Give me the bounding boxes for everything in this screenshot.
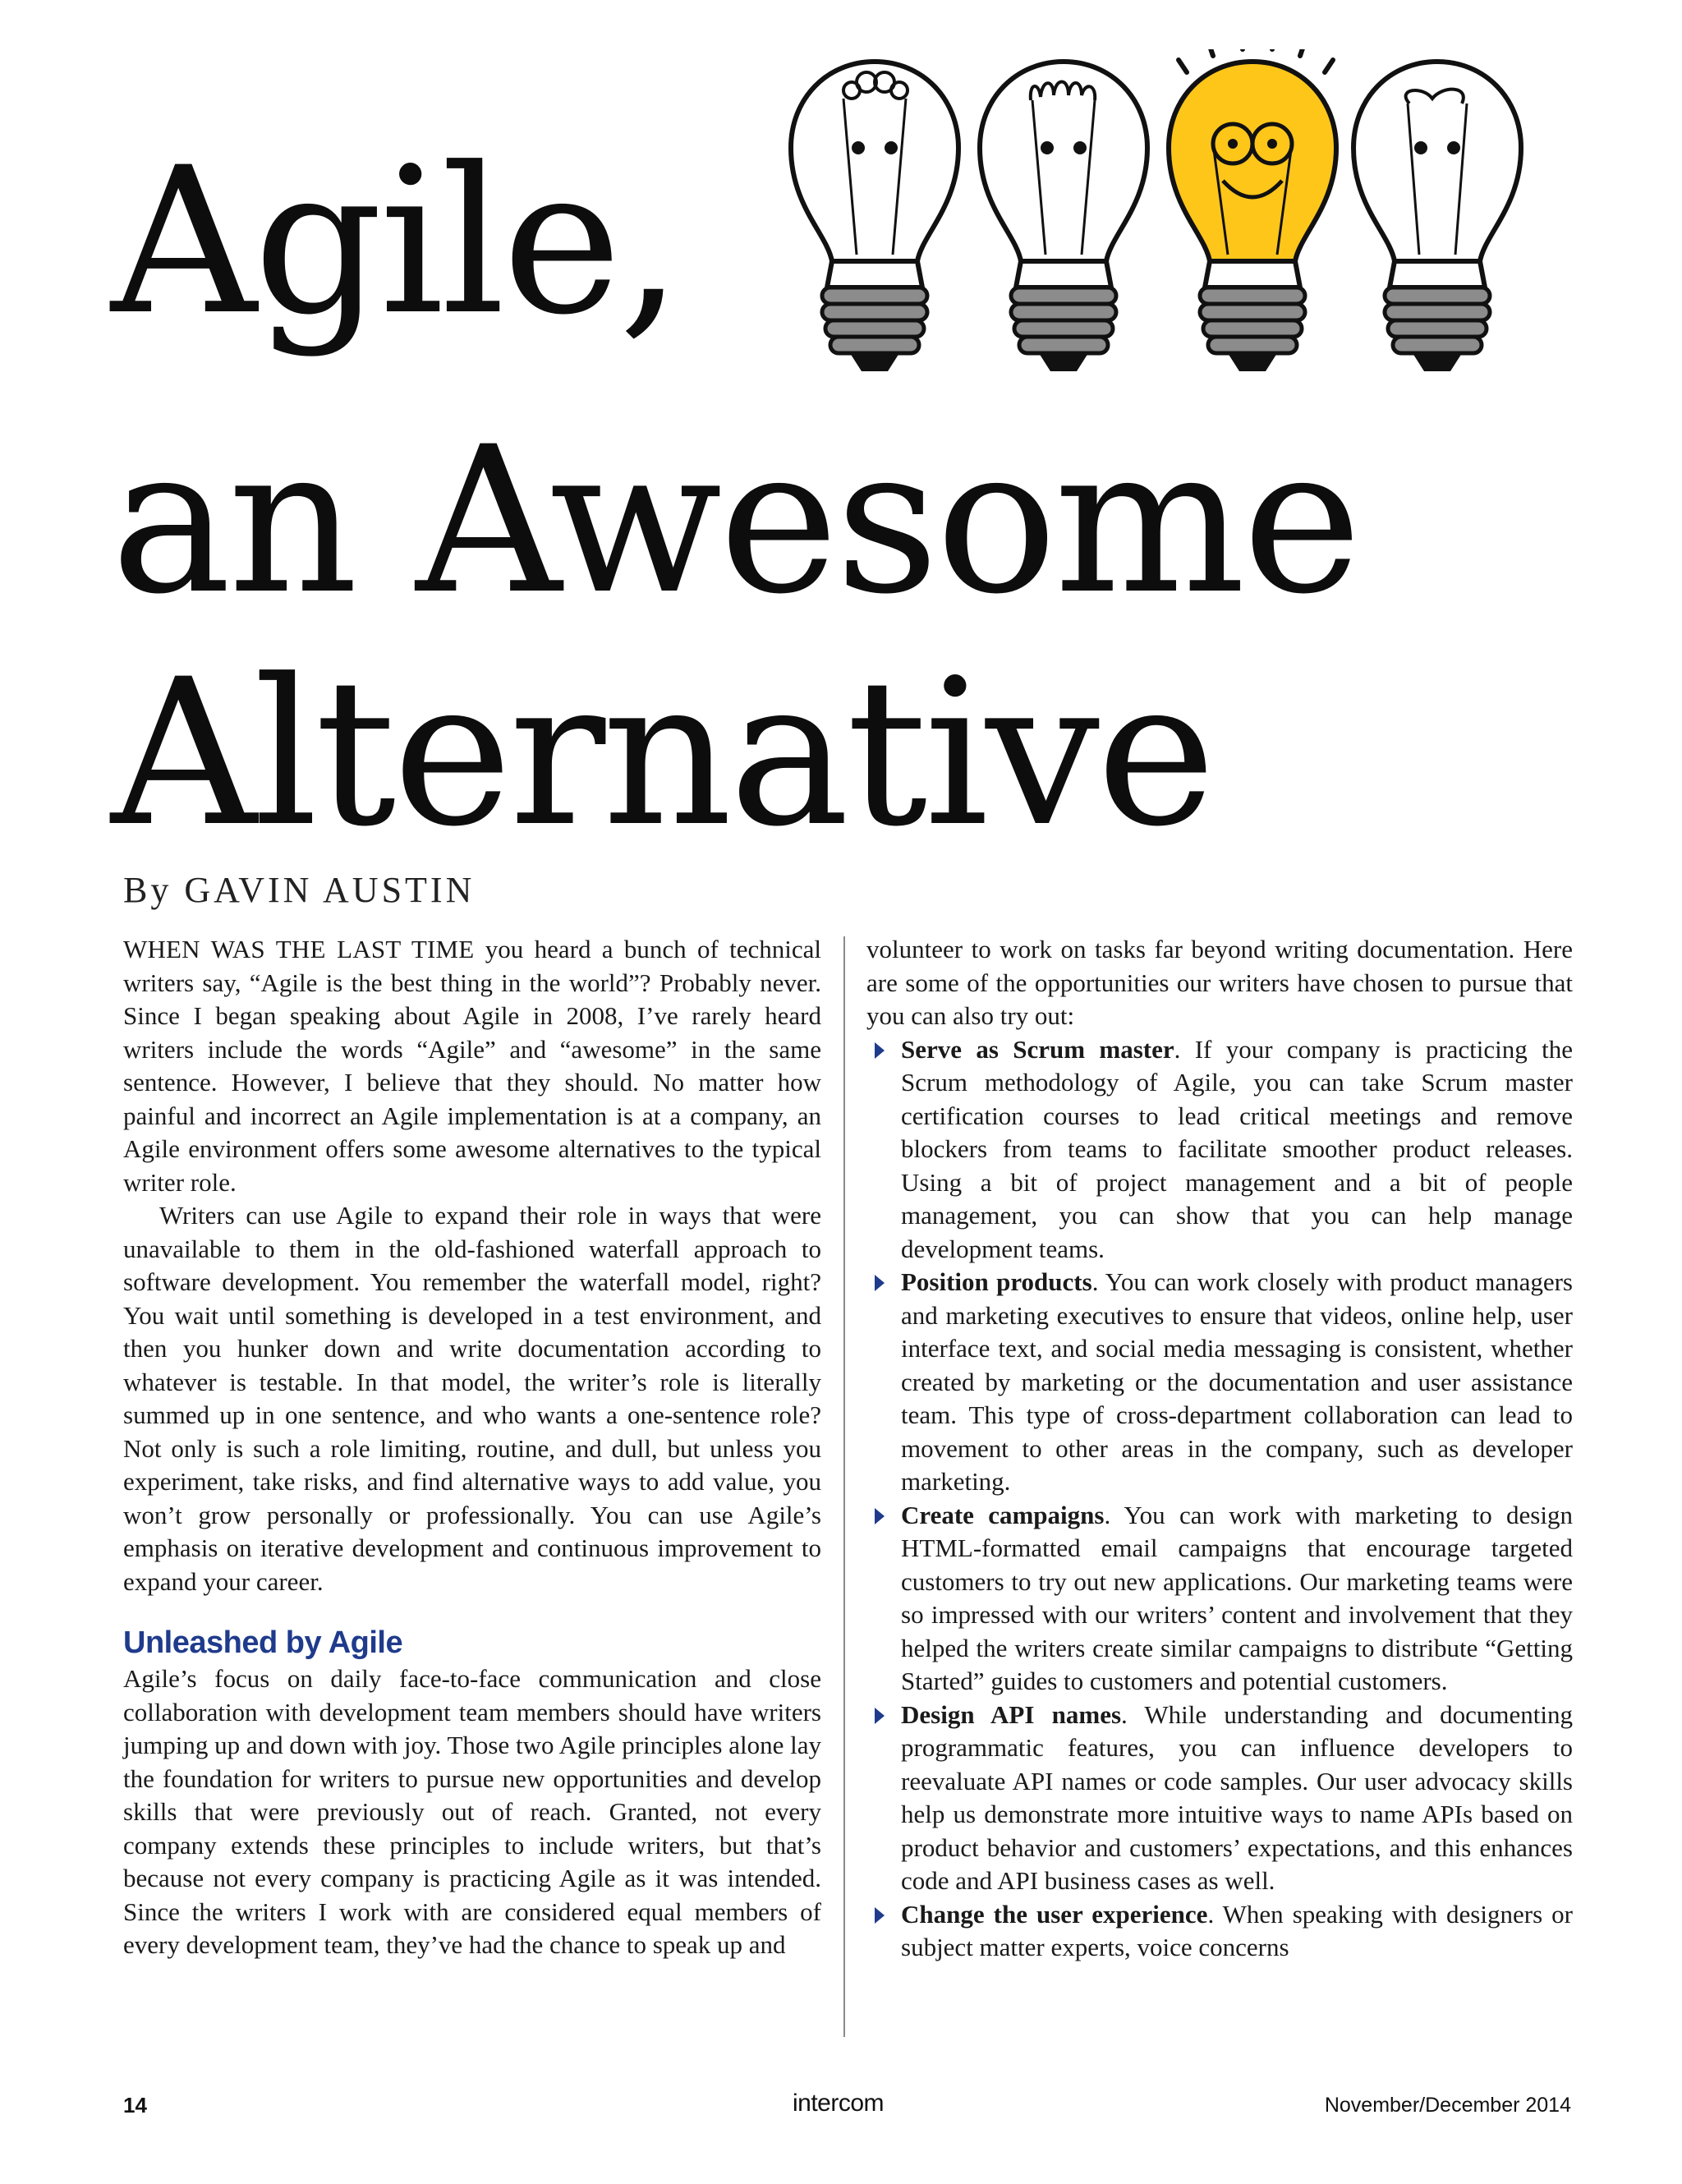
article-column-left <box>123 933 821 1962</box>
section-subhead: Unleashed by Agile <box>123 1625 403 1660</box>
list-item <box>866 1699 1573 1898</box>
list-item <box>866 1266 1573 1499</box>
title-line-2: an Awesome <box>111 404 1359 639</box>
list-item-text: . While understanding and documenting programmatic features, you can influence developers to reevaluate API names or code samples. Our user advocacy skills help us demonstrate more intuitive ways to name APIs based on product behavior and customers’ expectations, and this enhances code and API business cases as well. <box>901 1699 1573 1895</box>
list-item-label: Design API names <box>901 1699 1122 1729</box>
list-item <box>866 1898 1573 1965</box>
list-item-label: Change the user experience <box>901 1899 1208 1929</box>
triangle-bullet-icon <box>875 1708 885 1724</box>
paragraph: Agile’s focus on daily face-to-face communication and close collaboration with development team members should have writers jumping up and down with joy. Those two Agile principles alone lay the foundation for writers to pursue new opportunities and develop skills that were previously out of reach. Granted, not every company extends these principles to include writers, but that’s because not every company is practicing Agile as it was intended. Since the writers I work with are considered equal members of every development team, they’ve had the chance to speak up and <box>123 1664 821 1959</box>
lit-lightbulb-icon <box>1169 49 1336 371</box>
article-column-right <box>866 933 1573 1965</box>
page-number: 14 <box>123 2093 147 2117</box>
triangle-bullet-icon <box>875 1275 885 1291</box>
paragraph: Writers can use Agile to expand their role in ways that were unavailable to them in the old-fashioned waterfall approach to software development. You remember the waterfall model, right? You wait until something is developed in a test environment, and then you hunker down and write documentation according to whatever is testable. In that model, the writer’s role is literally summed up in one sentence, and who wants a one-sentence role? Not only is such a role limiting, routine, and dull, but unless you experiment, take risks, and find alternative ways to add value, you won’t grow personally or professionally. You can use Agile’s emphasis on iterative development and continuous improvement to expand your career. <box>123 1201 821 1596</box>
list-item <box>866 1033 1573 1267</box>
paragraph <box>123 933 821 1199</box>
list-item-label: Create campaigns <box>901 1500 1105 1529</box>
publication-name: intercom <box>793 2090 885 2117</box>
list-item-text: . If your company is practicing the Scrum methodology of Agile, you can take Scrum master certification courses to lead critical meetings and remove blockers from teams to facilitate smoother product releases. Using a bit of project management and a bit of people management, you can show that you can help manage development teams. <box>901 1034 1573 1263</box>
list-item-text: . When speaking with designers or subject matter experts, voice concerns <box>901 1899 1573 1961</box>
list-item-text: . You can work closely with product managers and marketing executives to ensure that videos, online help, user interface text, and social media messaging is consistent, whether created by marketing or the documentation and user assistance team. This type of cross-department collaboration can lead to movement to other areas in the company, such as developer marketing. <box>901 1267 1573 1496</box>
list-item-label: Serve as Scrum master <box>901 1034 1174 1064</box>
lightbulbs-illustration <box>788 49 1577 394</box>
list-item-label: Position products <box>901 1267 1092 1296</box>
title-line-1: Agile, <box>111 125 680 360</box>
column-divider <box>843 936 845 2037</box>
opportunities-list <box>866 1033 1573 1965</box>
byline-author: GAVIN AUSTIN <box>184 870 476 910</box>
lightbulb-icon <box>791 62 958 371</box>
byline <box>123 869 475 911</box>
paragraph: volunteer to work on tasks far beyond writing documentation. Here are some of the opportunities our writers have chosen to pursue that you can also try out: <box>866 935 1573 1030</box>
triangle-bullet-icon <box>875 1907 885 1924</box>
issue-date: November/December 2014 <box>1324 2094 1571 2117</box>
lightbulb-icon <box>1353 62 1521 371</box>
triangle-bullet-icon <box>875 1508 885 1524</box>
list-item-text: . You can work with marketing to design HTML-formatted email campaigns that encourage targeted customers to try out new applications. Our marketing teams were so impressed with our writers’ content and involvement that they helped the writers create similar campaigns to distribute “Getting Started” guides to customers and potential customers. <box>901 1500 1573 1695</box>
triangle-bullet-icon <box>875 1042 885 1059</box>
list-item <box>866 1499 1573 1699</box>
byline-prefix: By <box>123 870 172 910</box>
lead-in: WHEN WAS THE LAST TIME <box>123 935 475 963</box>
title-line-3: Alternative <box>111 637 1213 871</box>
paragraph-text: you heard a bunch of technical writers say, “Agile is the best thing in the world”? Probably never. Since I began speaking about Agile in 2008, I’ve rarely heard writers include the words “Agile” and “awesome” in the same sentence. However, I believe that they should. No matter how painful and incorrect an Agile implementation is at a company, an Agile environment offers some awesome alternatives to the typical writer role. <box>123 935 821 1197</box>
lightbulb-icon <box>980 62 1147 371</box>
